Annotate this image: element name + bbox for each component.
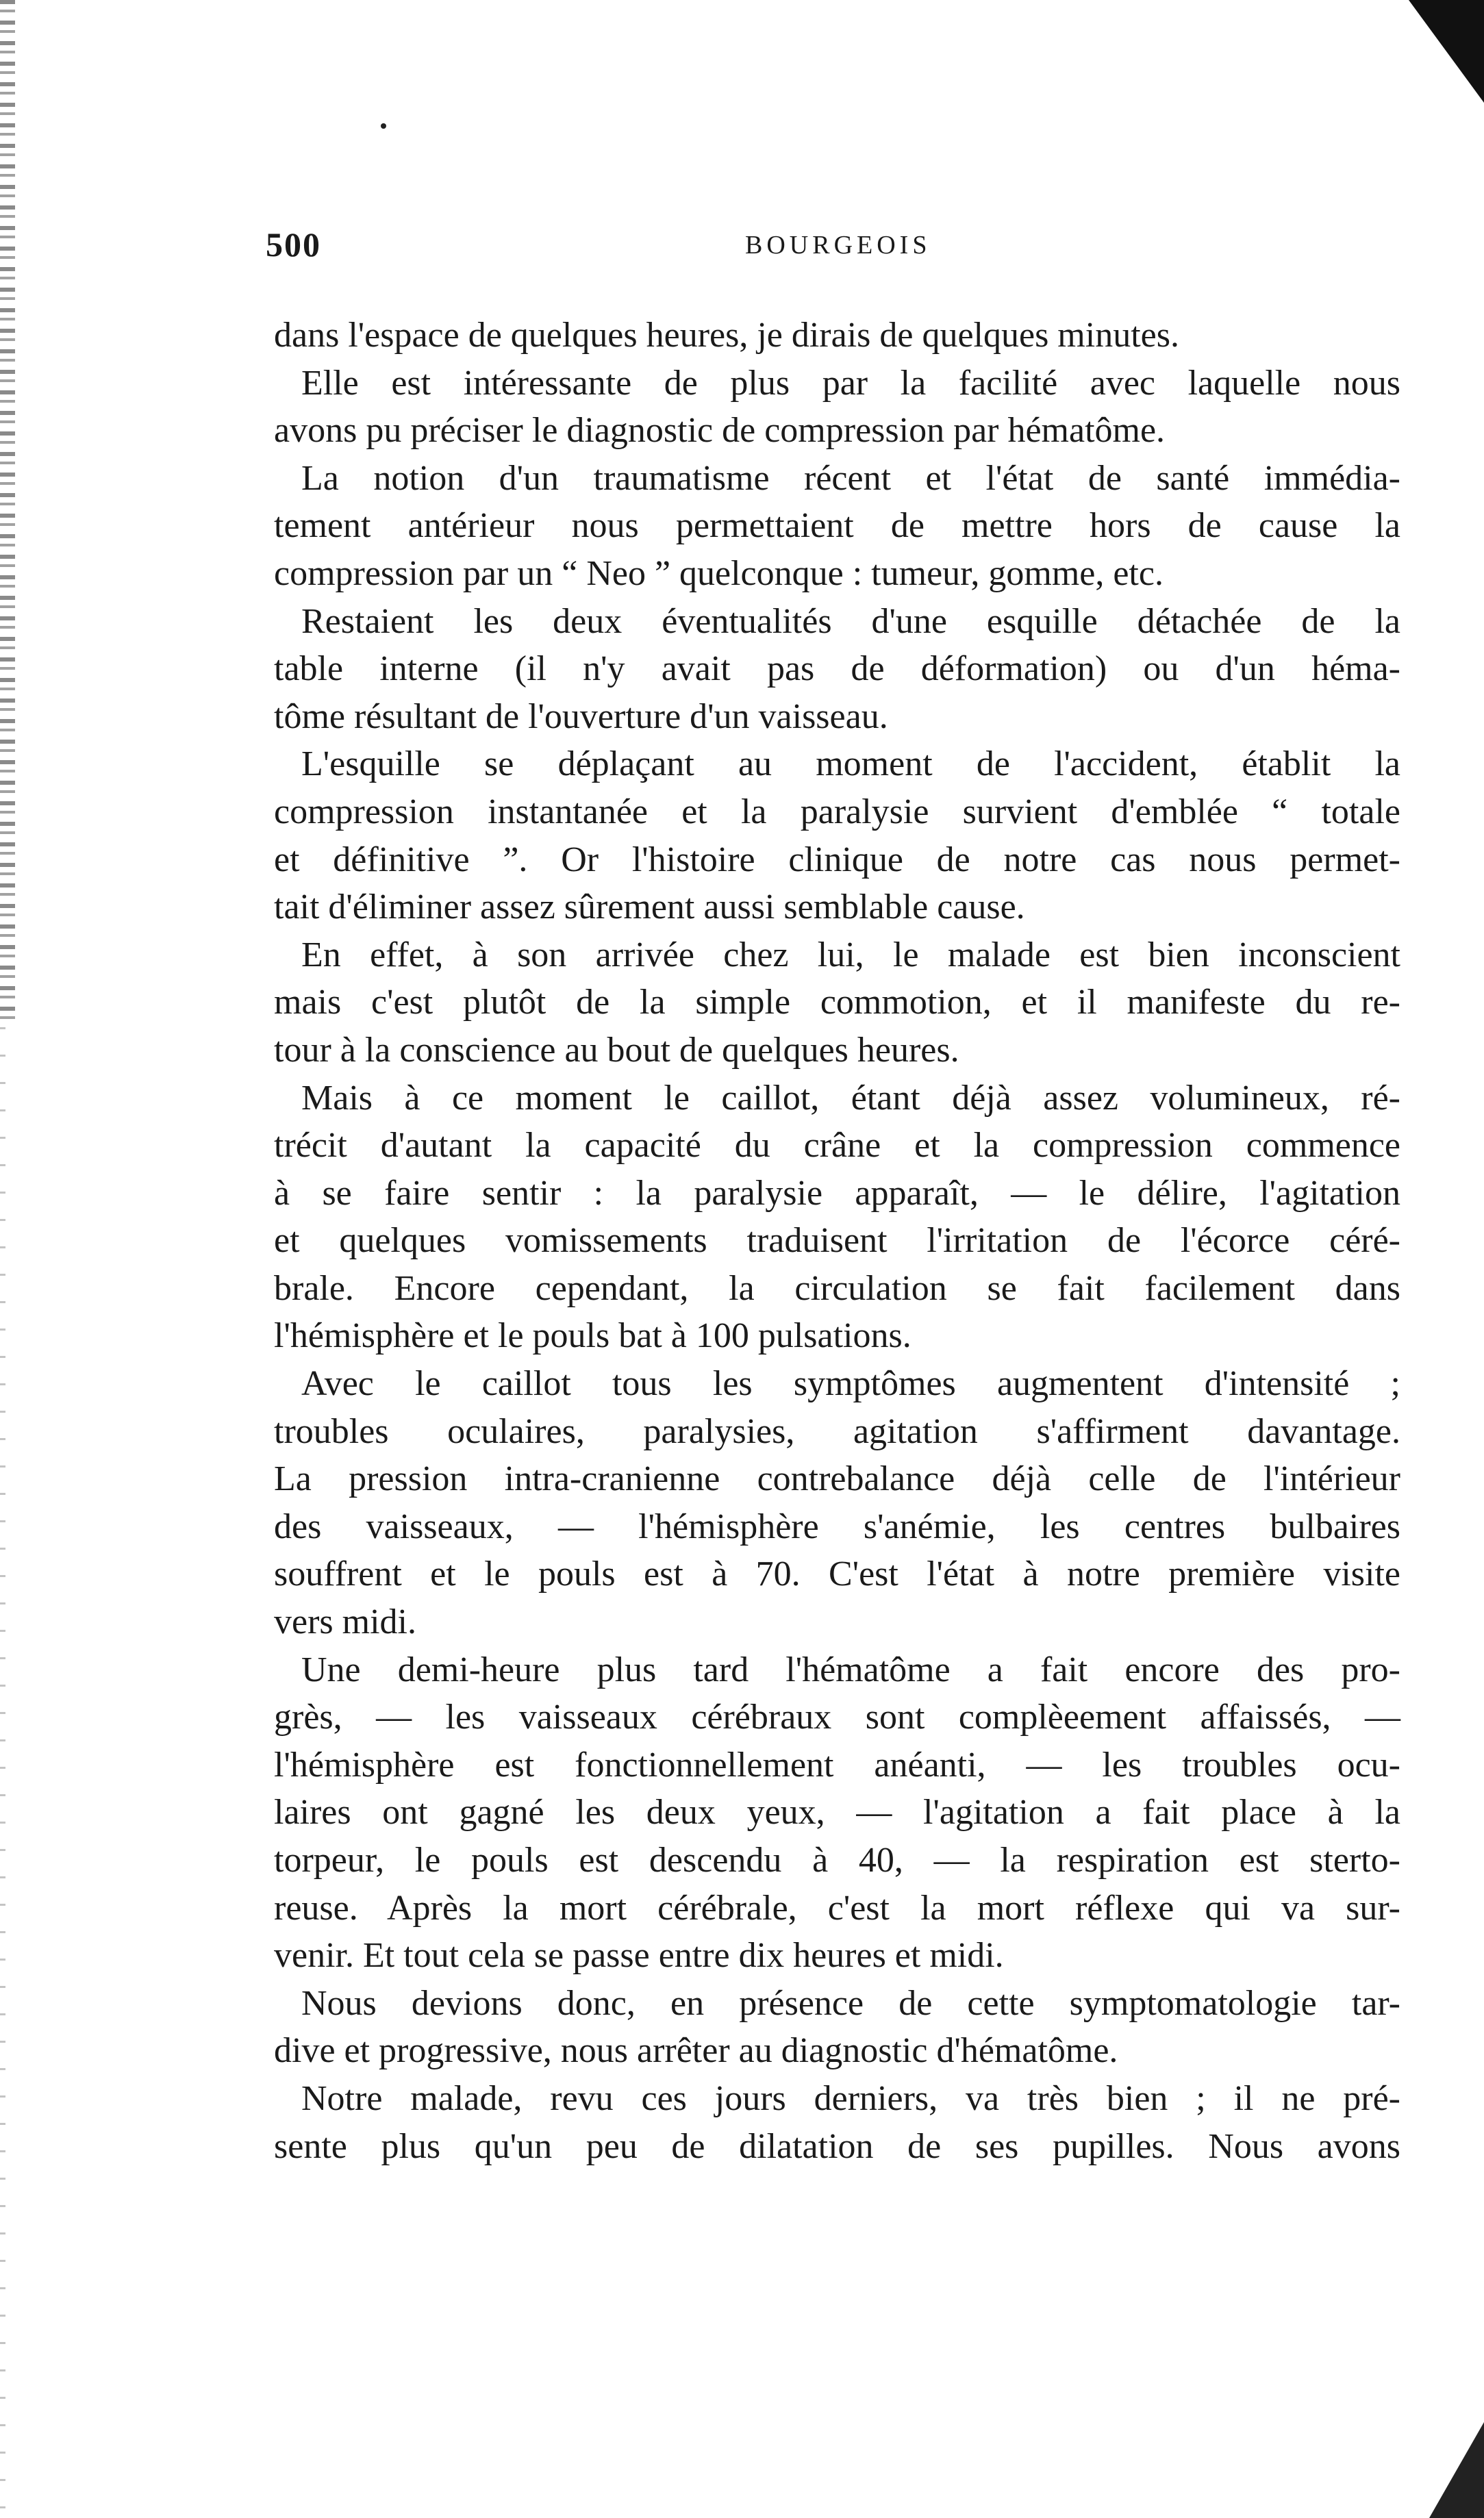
text-line: dive et progressive, nous arrêter au diagnostic d'hématôme. [274,2031,1118,2071]
page-number: 500 [266,225,321,264]
text-line: compression par un “ Neo ” quelconque : tumeur, gomme, etc. [274,553,1164,593]
text-line: L'esquille se déplaçant au moment de l'accident, établit la [301,744,1400,784]
text-line: compression instantanée et la paralysie survient d'emblée “ totale [274,792,1400,831]
text-line: torpeur, le pouls est descendu à 40, — la respiration est sterto- [274,1841,1400,1880]
text-line: Mais à ce moment le caillot, étant déjà assez volumineux, ré- [301,1078,1400,1118]
text-line: troubles oculaires, paralysies, agitation s'affirment davantage. [274,1411,1400,1451]
text-line: dans l'espace de quelques heures, je dirais de quelques minutes. [274,316,1179,355]
text-line: tait d'éliminer assez sûrement aussi semblable cause. [274,887,1025,927]
text-line: laires ont gagné les deux yeux, — l'agitation a fait place à la [274,1793,1400,1833]
text-line: Elle est intéressante de plus par la facilité avec laquelle nous [301,363,1400,403]
text-line: brale. Encore cependant, la circulation se fait facilement dans [274,1268,1400,1308]
text-line: trécit d'autant la capacité du crâne et la compression commence [274,1126,1400,1166]
text-line: vers midi. [274,1602,416,1642]
page-header [266,225,1401,273]
text-line: à se faire sentir : la paralysie apparaît, — le délire, l'agitation [274,1173,1400,1213]
text-line: Restaient les deux éventualités d'une esquille détachée de la [301,601,1400,641]
text-line: des vaisseaux, — l'hémisphère s'anémie, les centres bulbaires [274,1507,1400,1546]
body-text [274,312,1400,2170]
text-line: et quelques vomissements traduisent l'irritation de l'écorce céré- [274,1221,1400,1261]
text-line: Notre malade, revu ces jours derniers, va très bien ; il ne pré- [301,2078,1400,2118]
running-head: BOURGEOIS [745,231,931,260]
text-line: tour à la conscience au bout de quelques heures. [274,1030,959,1070]
text-line: l'hémisphère est fonctionnellement anéanti, — les troubles ocu- [274,1745,1400,1785]
text-line: table interne (il n'y avait pas de déformation) ou d'un héma- [274,649,1400,689]
text-line: et définitive ”. Or l'histoire clinique de notre cas nous permet- [274,840,1400,879]
scan-speck [381,123,386,129]
text-line: Avec le caillot tous les symptômes augmentent d'intensité ; [301,1364,1400,1404]
text-line: sente plus qu'un peu de dilatation de ses pupilles. Nous avons [274,2126,1400,2166]
text-line: venir. Et tout cela se passe entre dix heures et midi. [274,1936,1004,1976]
text-line: mais c'est plutôt de la simple commotion, et il manifeste du re- [274,983,1400,1022]
text-line: La pression intra-cranienne contrebalance déjà celle de l'intérieur [274,1459,1400,1499]
text-line: La notion d'un traumatisme récent et l'état de santé immédia- [301,458,1400,498]
text-line: Nous devions donc, en présence de cette symptomatologie tar- [301,1983,1400,2023]
text-line: En effet, à son arrivée chez lui, le malade est bien inconscient [301,935,1400,974]
scan-corner-bottom-right [1429,2422,1484,2518]
text-line: tement antérieur nous permettaient de mettre hors de cause la [274,506,1400,546]
text-line: tôme résultant de l'ouverture d'un vaisseau. [274,696,888,736]
text-line: l'hémisphère et le pouls bat à 100 pulsations. [274,1316,911,1356]
text-line: avons pu préciser le diagnostic de compression par hématôme. [274,411,1166,451]
scan-edge-left [0,0,15,1027]
scan-edge-left-lower [0,1027,5,2518]
text-line: reuse. Après la mort cérébrale, c'est la mort réflexe qui va sur- [274,1888,1400,1928]
scan-corner-top-right [1409,0,1484,103]
text-line: souffrent et le pouls est à 70. C'est l'état à notre première visite [274,1554,1400,1594]
text-line: Une demi-heure plus tard l'hématôme a fait encore des pro- [301,1650,1400,1689]
text-line: grès, — les vaisseaux cérébraux sont complèeement affaissés, — [274,1698,1400,1737]
